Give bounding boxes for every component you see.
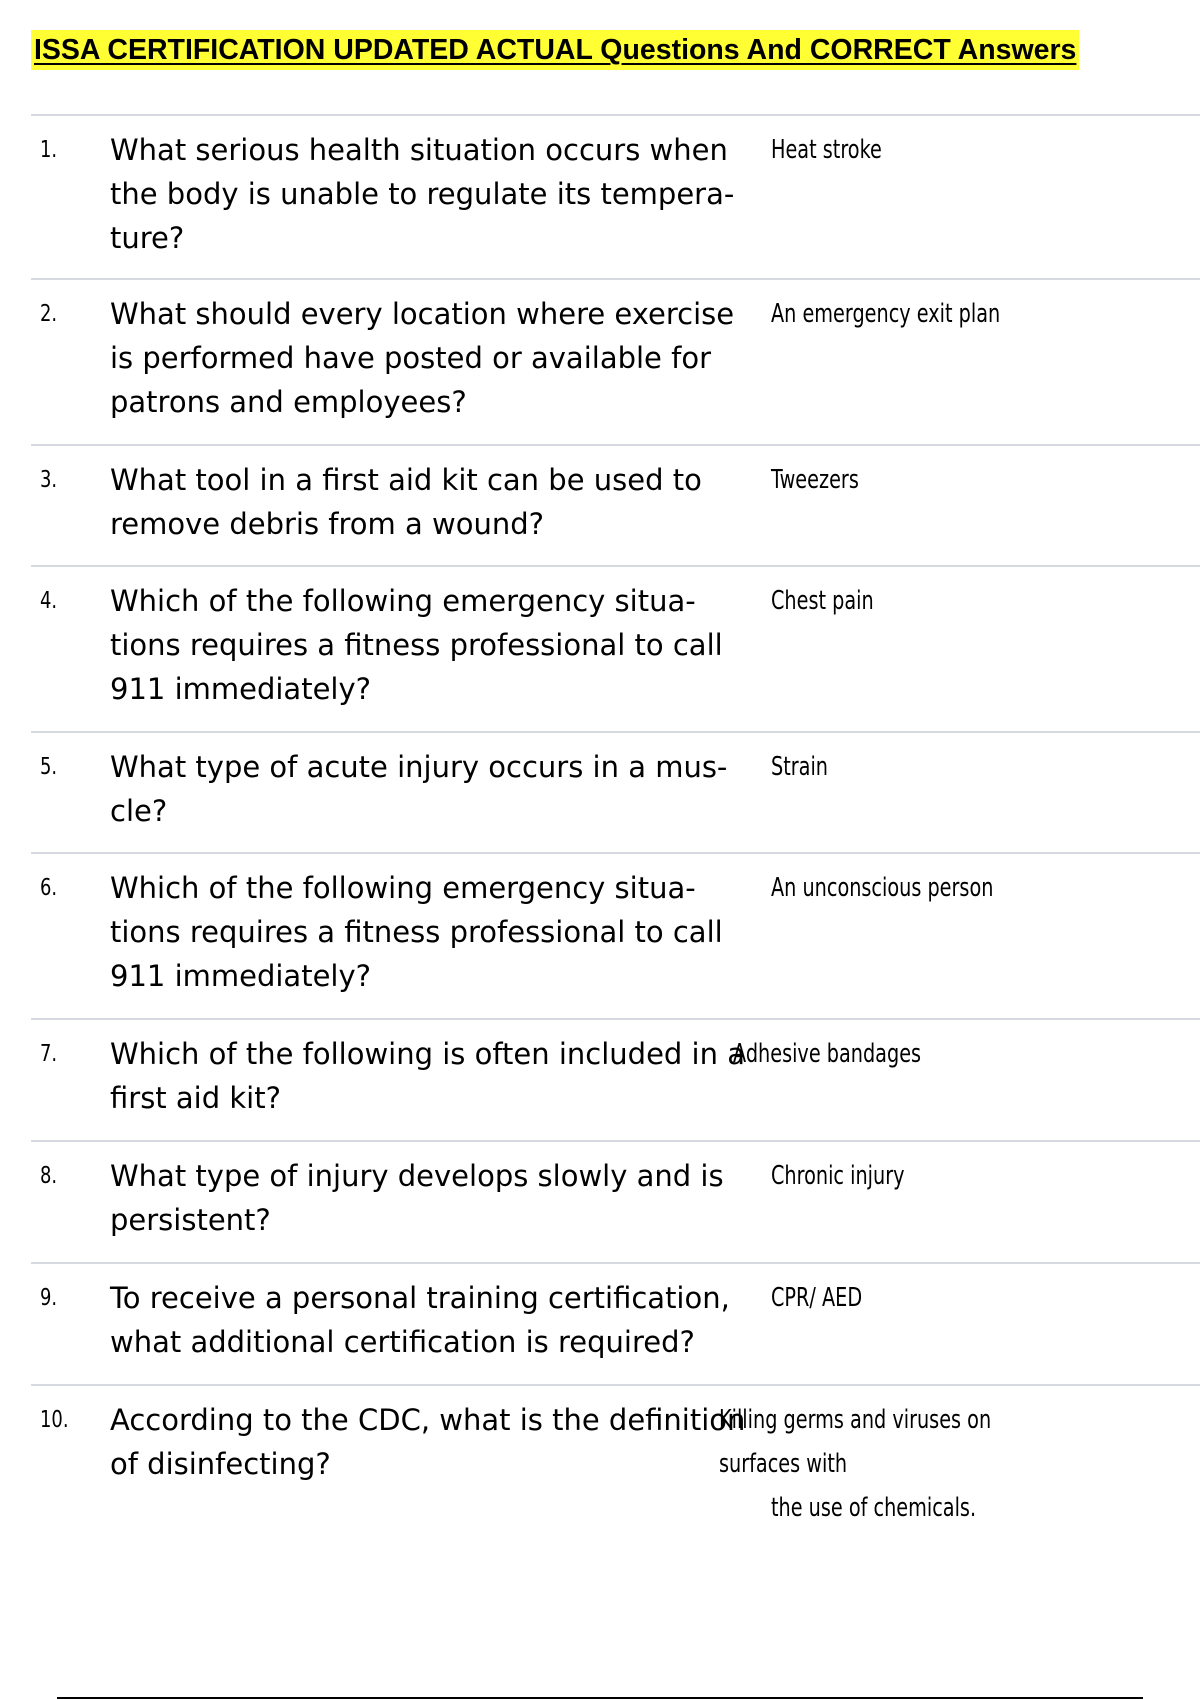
answer-text [733,1032,921,1076]
question-text [110,1398,770,1486]
answer-text [771,579,874,623]
question-text [110,128,770,260]
answer-line: An unconscious person [771,873,994,903]
question-line: the body is unable to regulate its tempera- [110,177,735,211]
answer-line: Chronic injury [771,1161,905,1191]
question-line: What should every location where exercise [110,297,735,331]
question-text [110,1032,770,1120]
question-number: 3. [40,467,58,493]
question-line: tions requires a fitness professional to call [110,915,723,949]
question-line: tions requires a fitness professional to call [110,628,723,662]
question-number: 9. [40,1285,58,1311]
answer-text [771,1154,905,1198]
answer-line: An emergency exit plan [771,299,1001,329]
answer-text [771,458,859,502]
question-number: 1. [40,137,58,163]
question-line: What serious health situation occurs when [110,133,728,167]
question-line: According to the CDC, what is the definition [110,1403,746,1437]
question-line: 911 immediately? [110,672,372,706]
question-line: 911 immediately? [110,959,372,993]
question-line: Which of the following is often included in a [110,1037,745,1071]
answer-text [719,1398,1075,1530]
question-line: What tool in a first aid kit can be used to [110,463,702,497]
question-line: remove debris from a wound? [110,507,545,541]
answer-line: Heat stroke [771,135,882,165]
question-line: first aid kit? [110,1081,281,1115]
qa-row [31,731,1200,852]
page-title: ISSA CERTIFICATION UPDATED ACTUAL Questions And CORRECT Answers [31,30,1079,70]
qa-row [31,114,1200,278]
qa-list [31,114,1200,1523]
question-text [110,1154,770,1242]
qa-row [31,565,1200,731]
question-number: 6. [40,875,58,901]
question-text [110,745,770,833]
answer-line: Chest pain [771,586,874,616]
qa-row [31,1384,1200,1523]
answer-text [771,128,882,172]
qa-row [31,278,1200,444]
qa-row [31,444,1200,565]
answer-text [771,1276,862,1320]
question-number: 7. [40,1041,58,1067]
question-line: ture? [110,221,185,255]
question-text [110,458,770,546]
answer-line: the use of chemicals. [770,1493,977,1523]
answer-line: Tweezers [771,465,859,495]
question-line: cle? [110,794,168,828]
question-line: Which of the following emergency situa- [110,871,696,905]
question-line: Which of the following emergency situa- [110,584,696,618]
question-line: is performed have posted or available for [110,341,711,375]
qa-row [31,1018,1200,1140]
question-number: 8. [40,1163,58,1189]
question-text [110,866,770,998]
question-number: 10. [40,1407,69,1433]
question-number: 4. [40,588,58,614]
qa-row [31,852,1200,1018]
answer-line: Strain [771,752,829,782]
question-line: What type of injury develops slowly and is [110,1159,724,1193]
footer-divider [57,1697,1143,1699]
answer-line: Adhesive bandages [733,1039,922,1069]
question-text [110,1276,770,1364]
question-line: of disinfecting? [110,1447,331,1481]
answer-line: Killing germs and viruses on surfaces with [719,1405,992,1479]
question-number: 2. [40,301,58,327]
answer-text [771,292,1000,336]
question-line: To receive a personal training certification, [110,1281,730,1315]
answer-text [771,745,828,789]
question-number: 5. [40,754,58,780]
question-line: persistent? [110,1203,271,1237]
question-text [110,579,770,711]
answer-line: CPR/ AED [771,1283,863,1313]
question-text [110,292,770,424]
question-line: patrons and employees? [110,385,467,419]
question-line: what additional certification is required? [110,1325,695,1359]
qa-row [31,1262,1200,1384]
question-line: What type of acute injury occurs in a mus- [110,750,728,784]
qa-row [31,1140,1200,1262]
answer-text [771,866,993,910]
